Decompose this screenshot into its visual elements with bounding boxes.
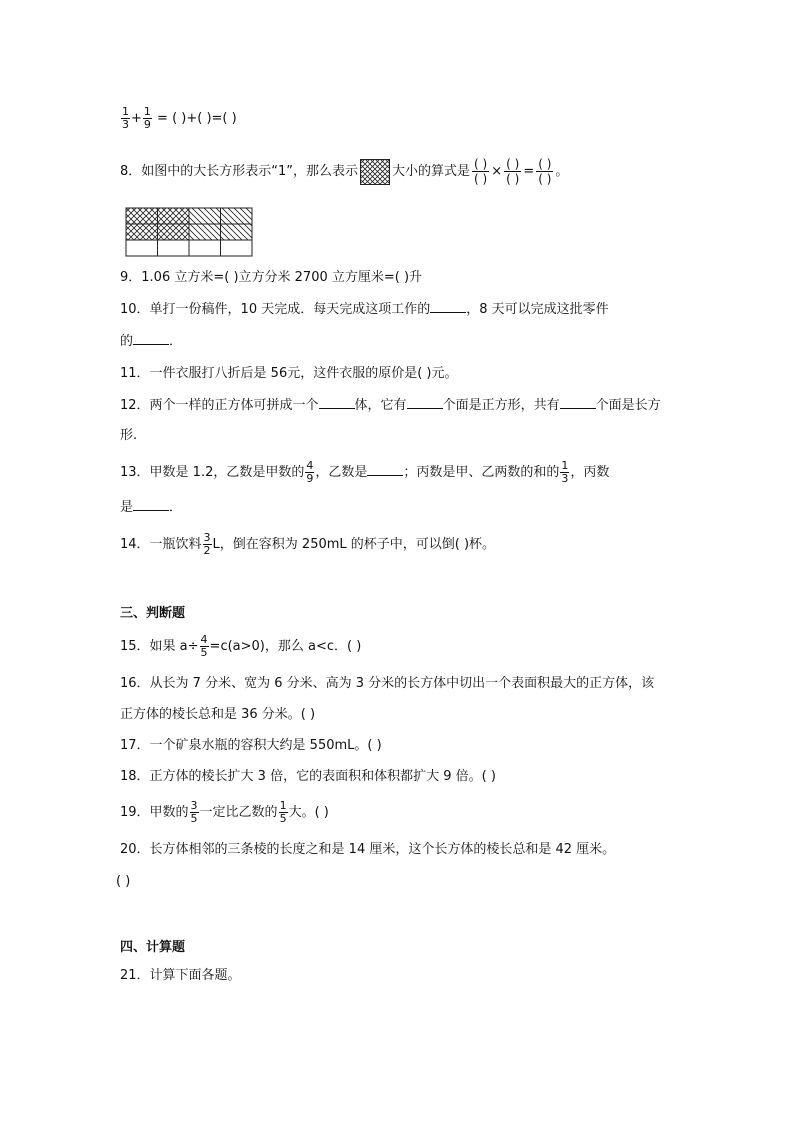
answer-fraction: $\frac{( )}{( )}$ bbox=[474, 157, 488, 186]
question-13-cont: 是 ． bbox=[120, 500, 183, 515]
question-16: 16．从长为 7 分米、宽为 6 分米、高为 3 分米的长方体中切出一个表面积最大的正方体，该 bbox=[120, 676, 655, 691]
section-4-title: 四、计算题 bbox=[120, 940, 186, 955]
question-12: 12．两个一样的正方体可拼成一个 体，它有 个面是正方形，共有 个面是长方 bbox=[120, 398, 661, 413]
q8-grid-figure bbox=[125, 207, 253, 257]
fraction: $\frac{1}{5}$ bbox=[279, 799, 287, 825]
answer-blank bbox=[407, 396, 443, 409]
question-14: 14．一瓶饮料 $\frac{3}{2}$ L，倒在容积为 250mL 的杯子中，可以倒( )杯。 bbox=[120, 531, 496, 557]
q7-equation: $\frac{1}{3}$ + $\frac{1}{9}$ = ( )+( )=( ) bbox=[122, 105, 237, 131]
question-20-cont: ( ) bbox=[116, 874, 131, 889]
fraction: $\frac{4}{5}$ bbox=[200, 633, 208, 659]
question-18: 18．正方体的棱长扩大 3 倍，它的表面积和体积都扩大 9 倍。( ) bbox=[120, 769, 496, 784]
question-10-cont: 的 ． bbox=[120, 334, 183, 349]
question-19: 19．甲数的 $\frac{3}{5}$ 一定比乙数的 $\frac{1}{5}$ 大。( ) bbox=[120, 799, 329, 825]
fraction: $\frac{1}{3}$ bbox=[122, 105, 129, 131]
question-13: 13．甲数是 1.2，乙数是甲数的 $\frac{4}{9}$ ，乙数是 ；丙数是甲、乙两数的和的 $\frac{1}{3}$ ，丙数 bbox=[120, 459, 610, 485]
answer-fraction: $\frac{( )}{( )}$ bbox=[506, 157, 520, 186]
fraction: $\frac{4}{9}$ bbox=[306, 459, 314, 485]
answer-blank bbox=[319, 396, 355, 409]
question-17: 17．一个矿泉水瓶的容积大约是 550mL。( ) bbox=[120, 738, 382, 753]
answer-blank bbox=[133, 498, 169, 511]
fraction: $\frac{1}{9}$ bbox=[143, 105, 151, 131]
fraction: $\frac{3}{2}$ bbox=[203, 531, 211, 557]
fraction: $\frac{1}{3}$ bbox=[561, 459, 569, 485]
answer-fraction: $\frac{( )}{( )}$ bbox=[538, 157, 552, 186]
fraction: $\frac{3}{5}$ bbox=[190, 799, 198, 825]
section-3-title: 三、判断题 bbox=[120, 606, 186, 621]
answer-blank bbox=[133, 332, 169, 345]
question-10: 10．单打一份稿件，10 天完成．每天完成这项工作的 ，8 天可以完成这批零件 bbox=[120, 302, 609, 317]
question-21: 21．计算下面各题。 bbox=[120, 968, 241, 983]
answer-blank bbox=[430, 300, 466, 313]
question-11: 11．一件衣服打八折后是 56元，这件衣服的原价是( )元。 bbox=[120, 366, 458, 381]
question-20: 20．长方体相邻的三条棱的长度之和是 14 厘米，这个长方体的棱长总和是 42 厘米。 bbox=[120, 842, 616, 857]
question-16-cont: 正方体的棱长总和是 36 分米。( ) bbox=[120, 707, 316, 722]
hatched-swatch bbox=[360, 159, 390, 185]
question-15: 15．如果 a÷ $\frac{4}{5}$ =c(a>0)，那么 a<c．( ) bbox=[120, 633, 362, 659]
question-9: 9．1.06 立方米=( )立方分米 2700 立方厘米=( )升 bbox=[120, 270, 423, 285]
question-12-cont: 形. bbox=[120, 428, 138, 443]
answer-blank bbox=[560, 396, 596, 409]
question-8: 8．如图中的大长方形表示“1”，那么表示 大小的算式是 $\frac{( )}{( )}$ × $\frac{( )}{( )}$ = $\frac{( )}{( )}$ 。 bbox=[120, 157, 569, 186]
answer-blank bbox=[367, 463, 403, 476]
